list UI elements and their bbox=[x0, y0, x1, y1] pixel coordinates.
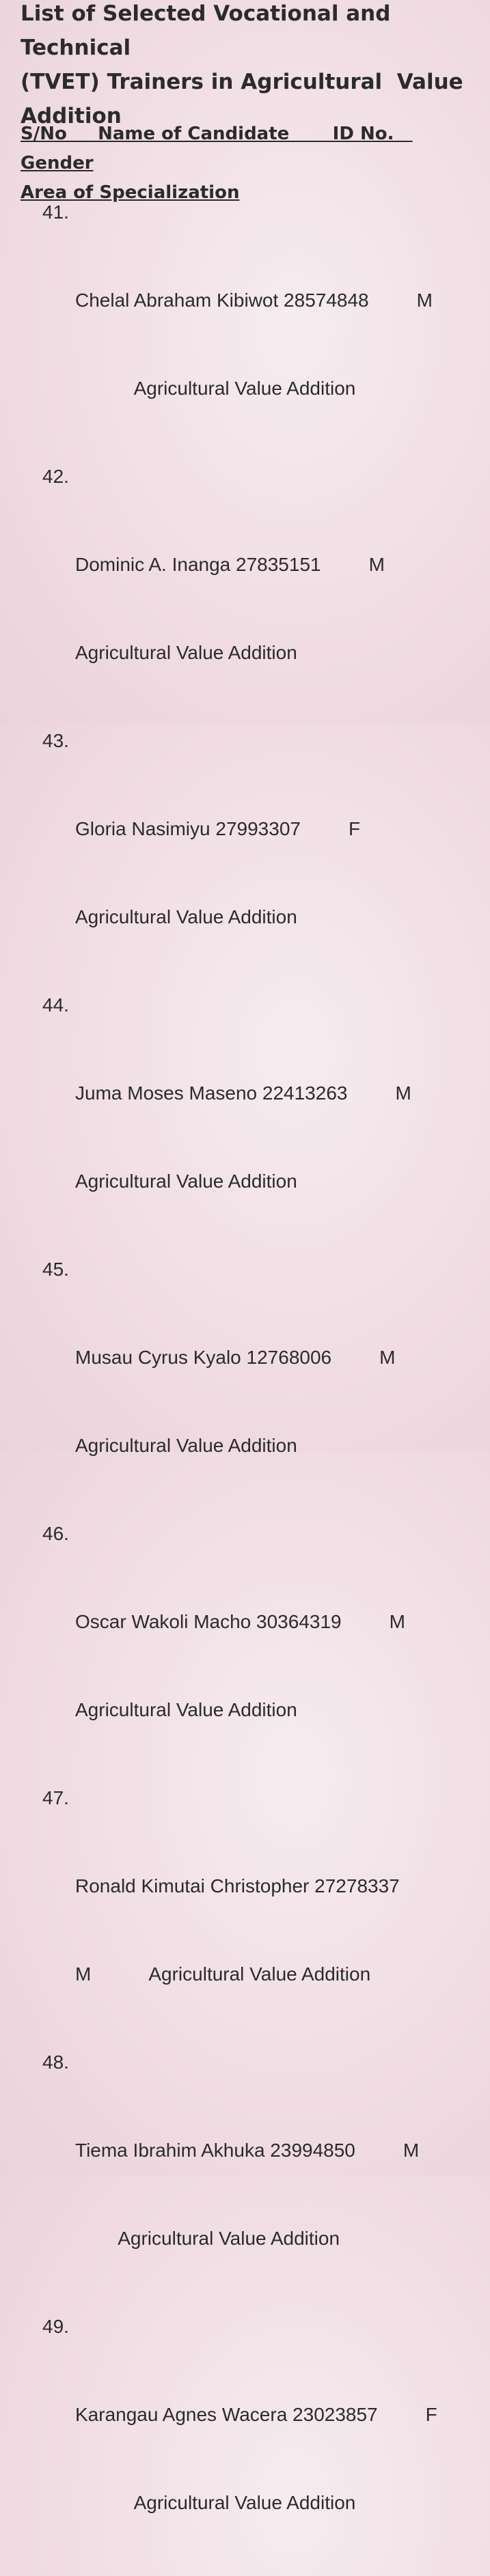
entry-details: Gloria Nasimiyu 27993307 F bbox=[75, 818, 361, 839]
list-item bbox=[42, 2047, 480, 2312]
list-item bbox=[42, 1255, 480, 1519]
entry-number: 45. bbox=[42, 1259, 69, 1280]
entry-specialization: Agricultural Value Addition bbox=[75, 1171, 297, 1192]
entry-number: 43. bbox=[42, 730, 69, 751]
list-item bbox=[42, 990, 480, 1255]
entry-details: Oscar Wakoli Macho 30364319 M bbox=[75, 1611, 405, 1632]
entry-number: 41. bbox=[42, 201, 69, 223]
list-item bbox=[42, 2312, 480, 2576]
header-columns: S/No Name of Candidate ID No. Gender bbox=[21, 124, 413, 173]
entry-specialization: Agricultural Value Addition bbox=[75, 642, 297, 663]
list-item bbox=[42, 462, 480, 726]
entry-number: 46. bbox=[42, 1523, 69, 1544]
table-header bbox=[21, 120, 472, 208]
entry-specialization: M Agricultural Value Addition bbox=[75, 1963, 371, 1985]
entry-number: 42. bbox=[42, 466, 69, 487]
entry-details: Musau Cyrus Kyalo 12768006 M bbox=[75, 1347, 396, 1368]
entry-details: Juma Moses Maseno 22413263 M bbox=[75, 1082, 411, 1104]
entry-specialization: Agricultural Value Addition bbox=[75, 2492, 356, 2513]
header-area-of-specialization: Area of Specialization bbox=[21, 182, 240, 203]
list-item bbox=[42, 1519, 480, 1783]
entry-specialization: Agricultural Value Addition bbox=[75, 1435, 297, 1456]
entry-details: Ronald Kimutai Christopher 27278337 bbox=[75, 1875, 400, 1896]
entry-details: Dominic A. Inanga 27835151 M bbox=[75, 554, 385, 575]
trainer-list bbox=[42, 197, 480, 2576]
entry-number: 47. bbox=[42, 1787, 69, 1808]
entry-specialization: Agricultural Value Addition bbox=[75, 1699, 297, 1720]
entry-specialization: Agricultural Value Addition bbox=[75, 906, 297, 927]
entry-specialization: Agricultural Value Addition bbox=[75, 378, 356, 399]
entry-number: 44. bbox=[42, 994, 69, 1016]
page-title: List of Selected Vocational and Technical (TVET) Trainers in Agricultural Value Addition bbox=[21, 1, 463, 128]
entry-details: Karangau Agnes Wacera 23023857 F bbox=[75, 2404, 437, 2425]
entry-details: Tiema Ibrahim Akhuka 23994850 M bbox=[75, 2140, 420, 2161]
entry-details: Chelal Abraham Kibiwot 28574848 M bbox=[75, 290, 433, 311]
list-item bbox=[42, 197, 480, 462]
list-item bbox=[42, 726, 480, 990]
entry-number: 48. bbox=[42, 2052, 69, 2073]
list-item bbox=[42, 1783, 480, 2047]
entry-number: 49. bbox=[42, 2316, 69, 2337]
entry-specialization: Agricultural Value Addition bbox=[75, 2228, 340, 2249]
